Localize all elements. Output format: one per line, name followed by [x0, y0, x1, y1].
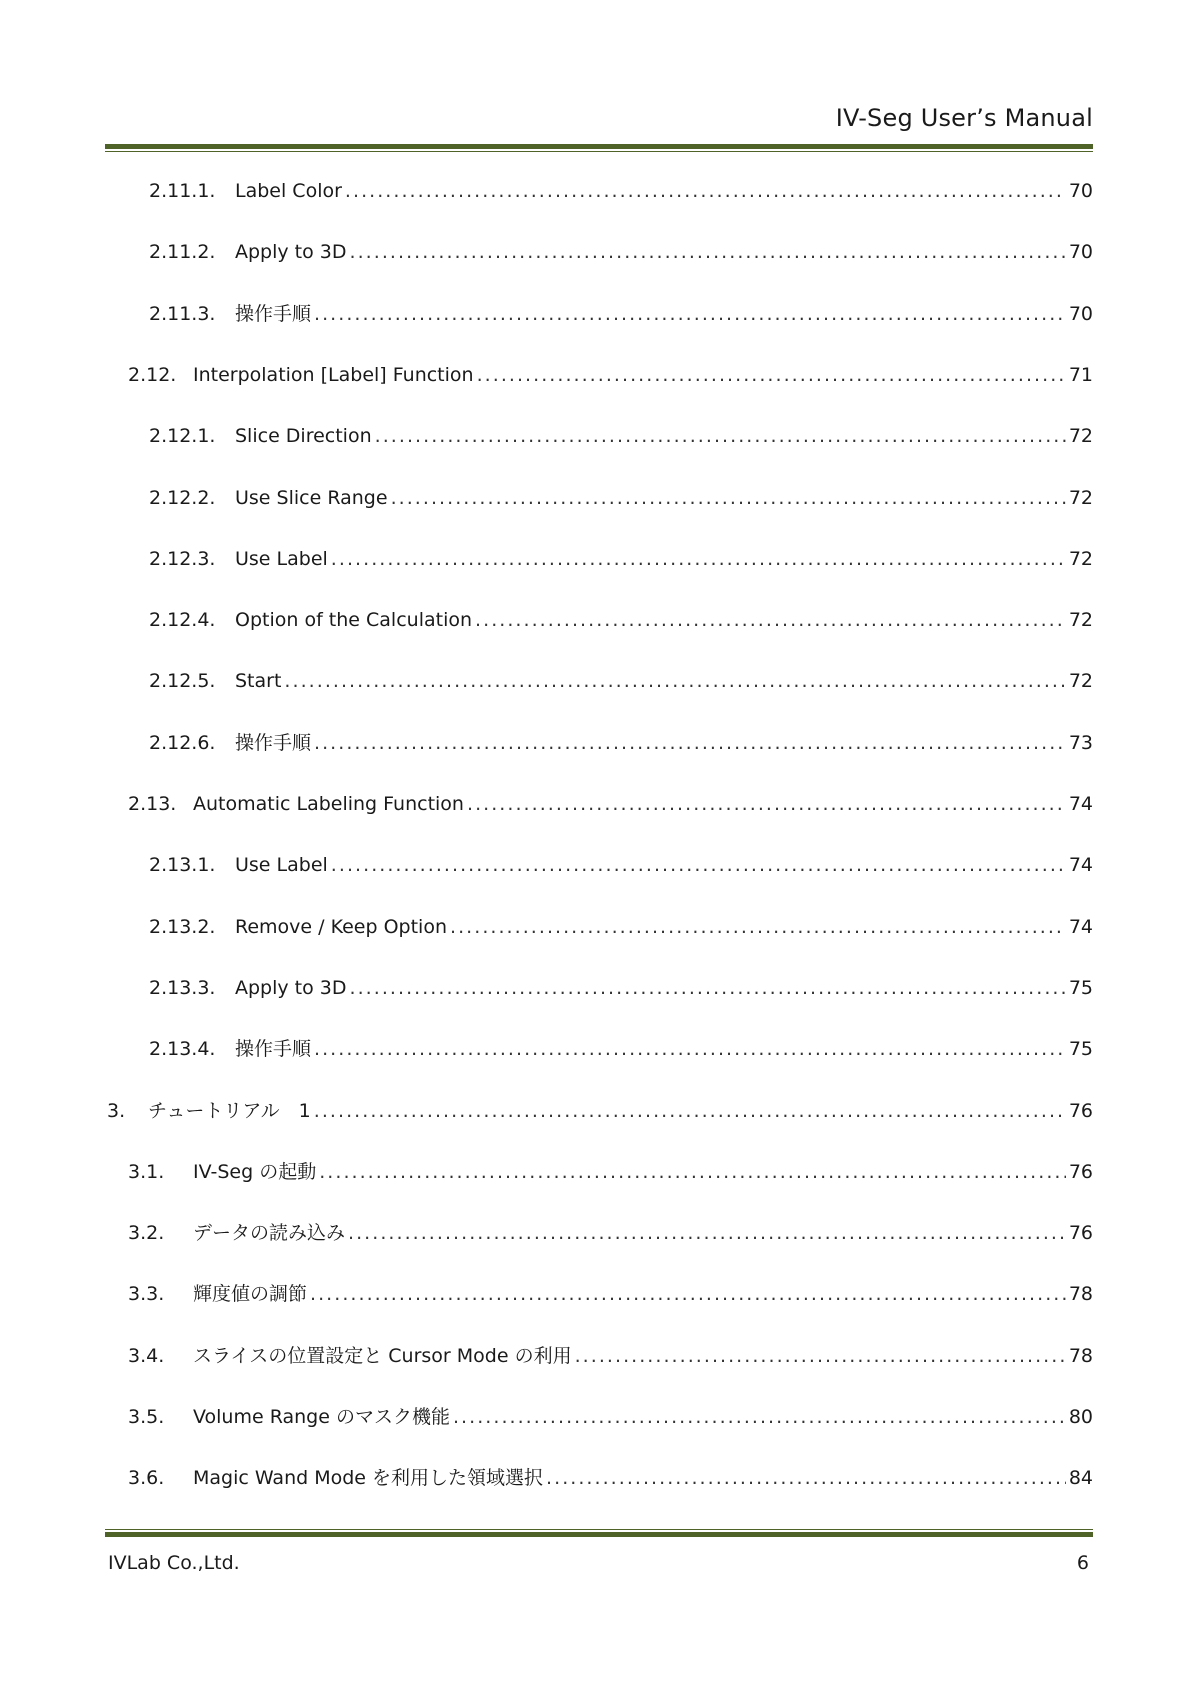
toc-entry[interactable] — [128, 1402, 1093, 1432]
toc-entry-title: Apply to 3D — [235, 977, 347, 999]
toc-dot-leader — [314, 728, 1066, 758]
toc-entry[interactable] — [128, 1218, 1093, 1248]
page-header-title: IV-Seg User’s Manual — [835, 104, 1093, 132]
toc-dot-leader — [475, 605, 1066, 635]
toc-entry-page: 76 — [1068, 1222, 1093, 1244]
toc-entry-title: Use Label — [235, 548, 328, 570]
toc-dot-leader — [331, 850, 1066, 880]
toc-entry[interactable] — [149, 421, 1093, 451]
toc-entry-number: 2.12.2. — [149, 487, 216, 509]
toc-entry-title: 操作手順 — [235, 1038, 312, 1060]
toc-entry-page: 72 — [1068, 670, 1093, 692]
toc-entry[interactable] — [149, 176, 1093, 206]
toc-entry-number: 2.13.3. — [149, 977, 216, 999]
toc-dot-leader — [345, 176, 1066, 206]
toc-entry-page: 74 — [1068, 793, 1093, 815]
toc-entry-page: 70 — [1068, 241, 1093, 263]
toc-entry-number: 3.1. — [128, 1161, 165, 1183]
toc-entry-page: 75 — [1068, 1038, 1093, 1060]
toc-entry-title: Option of the Calculation — [235, 609, 473, 631]
toc-dot-leader — [467, 789, 1066, 819]
toc-entry-title: Start — [235, 670, 282, 692]
toc-entry[interactable] — [149, 483, 1093, 513]
toc-entry-title: IV-Seg の起動 — [193, 1161, 317, 1183]
toc-entry-title: チュートリアル 1 — [148, 1100, 311, 1122]
toc-dot-leader — [546, 1463, 1066, 1493]
toc-entry[interactable] — [128, 1341, 1093, 1371]
toc-entry-number: 3. — [107, 1100, 126, 1122]
toc-entry-page: 75 — [1068, 977, 1093, 999]
toc-entry-title: Volume Range のマスク機能 — [193, 1406, 450, 1428]
toc-entry-page: 71 — [1068, 364, 1093, 386]
toc-entry-title: Remove / Keep Option — [235, 916, 447, 938]
toc-entry-number: 2.13.4. — [149, 1038, 216, 1060]
toc-dot-leader — [453, 1402, 1066, 1432]
toc-dot-leader — [450, 912, 1066, 942]
toc-dot-leader — [319, 1157, 1066, 1187]
toc-dot-leader — [350, 237, 1066, 267]
toc-entry-number: 2.13.2. — [149, 916, 216, 938]
toc-dot-leader — [575, 1341, 1066, 1371]
toc-entry[interactable] — [149, 912, 1093, 942]
toc-entry-page: 72 — [1068, 487, 1093, 509]
toc-entry-number: 2.13.1. — [149, 854, 216, 876]
toc-entry-number: 3.6. — [128, 1467, 165, 1489]
toc-entry-title: スライスの位置設定と Cursor Mode の利用 — [193, 1345, 572, 1367]
toc-entry-page: 78 — [1068, 1283, 1093, 1305]
toc-entry-page: 76 — [1068, 1100, 1093, 1122]
toc-entry-page: 72 — [1068, 609, 1093, 631]
toc-entry-page: 72 — [1068, 548, 1093, 570]
toc-entry-title: 操作手順 — [235, 732, 312, 754]
toc-entry-title: 輝度値の調節 — [193, 1283, 308, 1305]
toc-entry-page: 80 — [1068, 1406, 1093, 1428]
toc-entry-title: Interpolation [Label] Function — [193, 364, 474, 386]
toc-entry-title: データの読み込み — [193, 1222, 346, 1244]
toc-entry-title: Label Color — [235, 180, 342, 202]
footer-rule-thin — [105, 1529, 1093, 1530]
toc-entry-title: Apply to 3D — [235, 241, 347, 263]
toc-dot-leader — [314, 299, 1066, 329]
toc-entry[interactable] — [149, 605, 1093, 635]
toc-dot-leader — [310, 1279, 1066, 1309]
toc-entry-page: 73 — [1068, 732, 1093, 754]
toc-entry-page: 70 — [1068, 303, 1093, 325]
toc-dot-leader — [391, 483, 1066, 513]
toc-dot-leader — [331, 544, 1066, 574]
toc-entry[interactable] — [149, 1034, 1093, 1064]
toc-entry-number: 2.11.3. — [149, 303, 216, 325]
toc-dot-leader — [284, 666, 1065, 696]
toc-entry-page: 74 — [1068, 854, 1093, 876]
toc-entry-page: 84 — [1068, 1467, 1093, 1489]
toc-entry-number: 2.12.1. — [149, 425, 216, 447]
toc-entry-title: Magic Wand Mode を利用した領域選択 — [193, 1467, 544, 1489]
toc-entry[interactable] — [149, 544, 1093, 574]
toc-entry-title: 操作手順 — [235, 303, 312, 325]
toc-entry-title: Use Slice Range — [235, 487, 388, 509]
toc-dot-leader — [314, 1034, 1066, 1064]
toc-dot-leader — [314, 1096, 1066, 1126]
toc-entry-number: 3.3. — [128, 1283, 165, 1305]
toc-entry-title: Automatic Labeling Function — [193, 793, 464, 815]
toc-entry-number: 3.2. — [128, 1222, 165, 1244]
toc-entry[interactable] — [149, 728, 1093, 758]
toc-entry-page: 72 — [1068, 425, 1093, 447]
toc-entry[interactable] — [107, 1096, 1093, 1126]
toc-entry-number: 2.11.2. — [149, 241, 216, 263]
toc-dot-leader — [477, 360, 1066, 390]
toc-entry-number: 2.12.6. — [149, 732, 216, 754]
footer-page-number: 6 — [1076, 1552, 1089, 1574]
toc-dot-leader — [350, 973, 1066, 1003]
toc-entry[interactable] — [149, 666, 1093, 696]
footer-rule-thick — [105, 1532, 1093, 1537]
header-rule-thin — [105, 151, 1093, 152]
header-rule-thick — [105, 144, 1093, 149]
toc-entry[interactable] — [128, 1279, 1093, 1309]
footer-company: IVLab Co.,Ltd. — [108, 1552, 240, 1574]
toc-entry-number: 2.12.4. — [149, 609, 216, 631]
toc-dot-leader — [348, 1218, 1066, 1248]
toc-entry-number: 2.12. — [128, 364, 177, 386]
toc-entry-number: 2.12.5. — [149, 670, 216, 692]
toc-entry-page: 70 — [1068, 180, 1093, 202]
toc-entry-title: Slice Direction — [235, 425, 372, 447]
toc-entry-number: 2.11.1. — [149, 180, 216, 202]
toc-entry-number: 2.12.3. — [149, 548, 216, 570]
toc-entry[interactable] — [128, 1463, 1093, 1493]
toc-entry[interactable] — [128, 1157, 1093, 1187]
toc-entry[interactable] — [128, 360, 1093, 390]
toc-entry-page: 78 — [1068, 1345, 1093, 1367]
toc-dot-leader — [375, 421, 1066, 451]
toc-entry-title: Use Label — [235, 854, 328, 876]
toc-entry-number: 3.5. — [128, 1406, 165, 1428]
toc-entry[interactable] — [149, 850, 1093, 880]
toc-entry[interactable] — [149, 299, 1093, 329]
toc-entry[interactable] — [149, 973, 1093, 1003]
toc-entry-page: 74 — [1068, 916, 1093, 938]
toc-entry-number: 3.4. — [128, 1345, 165, 1367]
toc-entry[interactable] — [149, 237, 1093, 267]
toc-entry-page: 76 — [1068, 1161, 1093, 1183]
toc-entry-number: 2.13. — [128, 793, 177, 815]
toc-entry[interactable] — [128, 789, 1093, 819]
